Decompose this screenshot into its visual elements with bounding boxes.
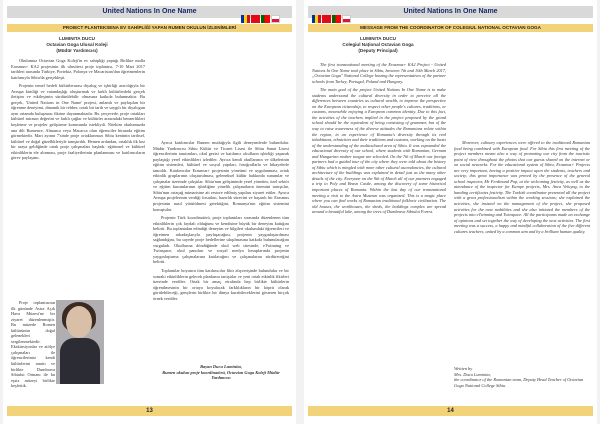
page-14: [304, 0, 597, 424]
flag-romania-icon: [312, 15, 321, 23]
column-1: [11, 58, 145, 298]
paragraph: Ayrıca katılımcılar Rumen mutfağıyla ilgili deneyimlerde bulundular. Müdür Yardımcısı Sibiu Kültür ve Ticaret Lisesi ile Sibiu Sanat Lisesi öğrencilerinin tanıtımları, okul gezisi ve katılımcı okulların işbirliği yaparak paylaştığı yerel etkinlikleri izlediler. Ayrıca kendi okullarının ve ülkelerinin eğitim sistemleri, kültürel ve sosyal yapıları, fotoğraflarla ve hikayelerle tanıtıldı. Katılımcılar Erasmus+ projesinin yönetimi ve uygulanması, ortak etkinlik gruplarının oluşturulması, geleneksel kültür hakkında sunumlar ve çalışmalar üzerinde çalıştılar. Sibiu'nun gelişiminde yerel yönetim, özel sektör ve eğitim kurumlarının işbirliğine yönelik çalışmaların önemini tartıştılar, Sibiu'nun ortaçağ mimarisine ait restore edilmiş yapıları ziyaret ettiler. Ayrıca Avrupa projelerinin verdiği fırsatları, hazırlık sürecini ve başarılı bir Erasmus projesinin nasıl yürütülmesi gerektiğini, Romanya'nın eğitim sistemini konuştular.: [153, 140, 289, 212]
author-role: (Deputy Principal): [358, 48, 398, 54]
signature: [454, 366, 590, 388]
author-name: LUMINITA DUCU: [360, 36, 396, 41]
column-1-continued: [11, 300, 55, 410]
page-13: [3, 0, 296, 424]
column-2: [454, 140, 590, 362]
column-1: [312, 62, 446, 414]
article-band: PROIECT PLANTEKSENA EV SAHİPLİĞİ YAPAN RUMEN OKULUN İZLENİMLERİ: [7, 24, 292, 32]
signature-name: Bayan Ducu Luminita,: [200, 364, 242, 369]
signature-written-by: Written by: [454, 366, 473, 371]
article-band: MESSAGE FROM THE COORDINATOR OF COLEGIUL NATIONAL OCTAVIAN GOGA: [308, 24, 593, 32]
flag-poland-icon: [342, 15, 351, 23]
paragraph: Projenin Türk koordinatörü, proje toplantıları sırasında düzenlenen tüm etkinliklerin çok faydalı olduğunu ve kendisine büyük bir deneyim kattığını belirtti. Bu toplantıdan edindiği deneyim ve bilgileri okulundaki öğrencileri ve öğretmen arkadaşlarıyla paylaşacağını, projenin yaygınlaştırılması sağlandığını, bu sayede proje hedeflerine ulaşılmasına katkıda bulunulacağını vurguladı. Okullarına döndüğünde okul web sitesinde, eTwinning ve Twinspace, okul panoları ve sosyal medya hesaplarında projenin yaygınlaştırma çalışmalarına katılacağını ve çalışmalarını sürdüreceğini belirtti.: [153, 215, 289, 265]
header-title: United Nations In One Name: [102, 8, 197, 15]
signature-role: the coordinator of the Romanian team, Deputy Head Teacher of Octavian Goga National College Sibiu.: [454, 377, 584, 388]
author-block: [7, 36, 147, 55]
partner-flags: [241, 8, 287, 16]
flag-turkey-icon: [251, 15, 260, 23]
flag-romania-icon: [241, 15, 250, 23]
page-header: [7, 6, 292, 18]
author-school: Colegiul Național Octavian Goga: [342, 42, 414, 48]
signature-name: Mrs. Ducu Luminita,: [454, 371, 491, 377]
paragraph: The main goal of the project United Nations In One Name is to make students understand the cultural diversity in order to perceive all the differences between countries as cultural wealth, to improve the perspective on the European citizenship, to respect other people's cultures, traditions, or customs, meanwhile enjoying a European common identity. Due to this fact, the activities of the teachers implied in the project proposed by the grand school should be the equivalent of being consisting of grammar, but of the way to raise awareness of the diverse attitudes the Romanians relate within the region, in an experience of Romania's diversity through its real inhabitants, ethnicities and their traditions and customs, working on the basis of the understanding of the multicultural area of Sibiu. It was expounded the educational diversity of our school, where students with Romanian, German and Hungarian mother tongue are schooled. On the 7th of March our foreign partners had a guided tour of the city where they were told about the history of Sibiu which is mingled with more other cultural ascendancies, the cultural architecture of the buildings was explained in detail just as the many other details of the city. Everyone on the 9th of March all of our partners engaged a trip to Poly and Brasn Castle, among the discovery of some historical important places of Romania. Within the last day of our transnational meeting a visit to the Astra Museum was organized. This is a magic place where you can find works of Romanian traditional folkloric civilization. The old houses, the workhouses, the sheds, the buildings complex are spread around a beautiful lake, among the trees of Dumbrava Sibiului Forest.: [312, 87, 446, 215]
page-number: 13: [7, 406, 292, 416]
page-number: 14: [308, 406, 593, 416]
paragraph: The first transnational meeting of the Erasmus+ KA2 Project - United Nations In One Name took place in Sibiu, between 7th and 10th March 2017, „Octavian Goga" National College hosting the representatives of the partner schools from Turkey, Portugal, Poland and Hungary.: [312, 62, 446, 84]
signature-role: Rumen okulun proje koordinatörü, Octavian Goga Koleji Müdür Yardımcısı: [162, 369, 280, 381]
author-block: [308, 36, 448, 55]
author-school: Octavian Goga Ulusal Koleji: [46, 42, 108, 48]
author-name: LUMINITA DUCU: [59, 36, 95, 41]
header-title: United Nations In One Name: [403, 8, 498, 15]
paragraph: Proje toplantısının ilk gününde Astra Açık Hava Müzesi'ne bir ziyaret düzenlenmiştir. Bu müzede Romen kültürünün doğal gelenekleri sergilenmektedir. Ekskürsiyonlar ve atölye çalışmaları ile öğrencilerimiz kendi kültürlerini tanıttı ve birlikte Dumbrava Sibiului Ormanı ile bu eşsiz müzeyi birlikte keşfettik.: [11, 300, 55, 389]
author-role: (Müdür Yardımcısı): [56, 48, 98, 54]
page-header: [308, 6, 593, 18]
column-2: [153, 140, 289, 356]
flag-portugal-icon: [332, 15, 341, 23]
photo-body: [60, 338, 100, 384]
photo-face: [66, 306, 92, 338]
partner-flags: [312, 8, 358, 16]
flag-poland-icon: [271, 15, 280, 23]
paragraph: Projenin temel hedefi kültürlerarası diyalog ve işbirliği aracılığıyla bir Avrupa kimliği ve vatandaşlığı oluşturmak ve farklı kültürlerdeki gerçek iletişim ve etkileşimin sürdürülebilir olmasına katkıda bulunmaktır. Bu gerçek, 'United Nations in One Name' projesi, anlamlı ve paylaşılan bir öğrenme deneyimi, dinamik bir rehber, ortak bir tarih ve saygılı bir diyalogun aynı ortamda buluşması fikrine dayanmaktadır. Bu çerçevede, proje ortakları kültürel mirasın değerini ve farklı çağlar ve kültürler arasındaki benzerlikleri keşfetme ve projeler geliştirme konusunda istekliydi. Nitekim okulumuzda ana dili Rumence, Almanca veya Macarca olan öğrenciler birarada eğitim görmektedir. Mart ayının 7'sinde proje ortaklarımızı Sibiu kentinin tarihsel, kültürel ve doğal güzellikleriyle tanıştırdık. Hemen ardından, ortaklık ilk kez bir araya geldiğinde ortak proje çalışmaları başladı: eğitimsel ve kültürel etkinliklerin ele alınması, proje faaliyetlerinin planlanması ve katılımcıların görev paylaşımı.: [11, 83, 145, 161]
paragraph: Okulumuz Octavian Goga Koleji'in ev sahipliği yaptığı Birlikte mulla Erasmus+ KA2 projesinin ilk ulusötesi proje toplantısı, 7-10 Mart 2017 tarihleri arasında Türkiye, Portekiz, Polonya ve Macaristan'dan öğretmenlerin katılımıyla Sibiu'da gerçekleşti.: [11, 58, 145, 80]
signature: [153, 364, 289, 381]
paragraph: Moreover, culinary experiences were offered to the traditional Romanian food being combined with European food. For Sibiu this first meeting of the project members meant also a way of promoting our city from the touristic point of view throughout the photos that our guests shared on the internet or on social networks. For the educational system of Sibiu, Erasmus+ Projects are very important, having a positive impact upon the students, teachers and society; this great importance was proved by the presence of the general school inspector, Mr Ferdinand Pop, at the welcoming festivity, as well as the attendance of the inspector for Europe projects, Mrs. Anca Veluyng, to the handing certificates festivity. The Turkish coordinator presented all the project with a great professionalism within the working sessions; she explained the activities, she insisted on the management of the project, she proposed activities for the next mobilities and she also initiated the members of the projects into eTwinning and Twinspace. All the participants made an exchange of opinions and set together the way of developing the next activities. The first meeting was a success, a happy and mindful collaboration of the five different cultures teachers, united by a common aim and by a brilliant human quality.: [454, 140, 590, 234]
flag-portugal-icon: [261, 15, 270, 23]
author-photo: [56, 300, 104, 384]
flag-turkey-icon: [322, 15, 331, 23]
paragraph: Toplantılar boyunca tüm katılımcılar fikir alışverişinde bulundular ve bir sonraki etkinliklerin gelecek planlarını tartıştılar ve yeni ortak etkinlik fikirleri üzerinde verdiler. Ortak bir amaç etrafında hep birlikte kültürlerin öğrenilmesinin bir ortaya koyulacak farklılıkların bir köprü olarak görülebileceği, gençlerin birlikte bir dünya kurabileceklerini gösteren birçok örnek verdiler.: [153, 268, 289, 301]
